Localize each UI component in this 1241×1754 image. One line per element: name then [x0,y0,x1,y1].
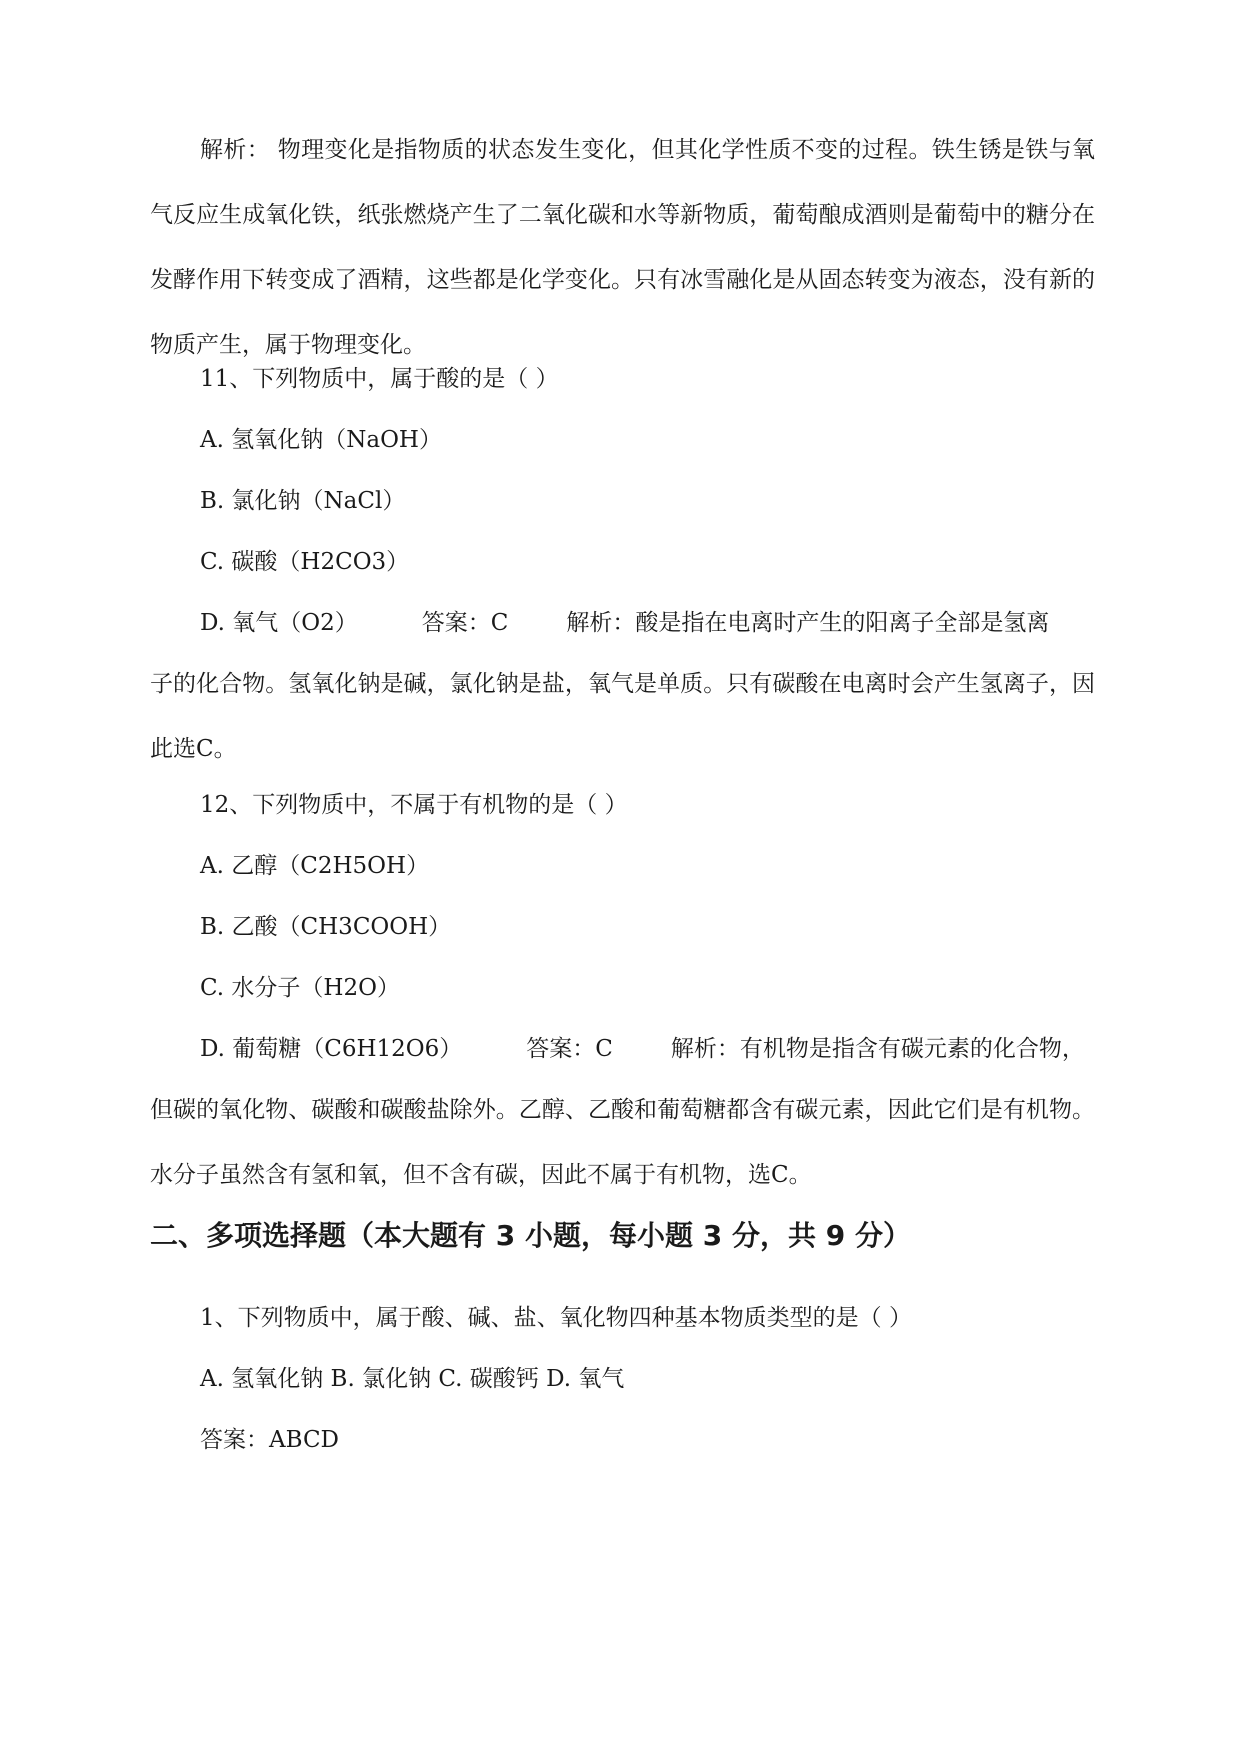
question-12-option-b: B. 乙酸（CH3COOH） [200,914,452,940]
question-11-option-d: D. 氧气（O2） [200,610,358,636]
section-2-question-1-options: A. 氢氧化钠 B. 氯化钠 C. 碳酸钙 D. 氧气 [200,1366,625,1392]
question-11-option-a: A. 氢氧化钠（NaOH） [200,427,442,453]
section-2-question-1-answer: 答案：ABCD [200,1427,339,1453]
question-12-stem: 12、下列物质中，不属于有机物的是（ ） [200,792,628,818]
question-12-analysis-rest: 但碳的氧化物、碳酸和碳酸盐除外。乙醇、乙酸和葡萄糖都含有碳元素，因此它们是有机物。水分子虽然含有氢和氧，但不含有碳，因此不属于有机物，选C。 [150,1097,1095,1188]
question-12-option-d-line [200,1017,1095,1082]
analysis-q10: 解析： 物理变化是指物质的状态发生变化，但其化学性质不变的过程。铁生锈是铁与氧气反应生成氧化铁，纸张燃烧产生了二氧化碳和水等新物质，葡萄酿成酒则是葡萄中的糖分在发酵作用下转变成了酒精，这些都是化学变化。只有冰雪融化是从固态转变为液态，没有新的物质产生，属于物理变化。 [150,137,1095,358]
question-12-answer: 答案：C [526,1036,613,1062]
section-2-question-1-stem: 1、下列物质中，属于酸、碱、盐、氧化物四种基本物质类型的是（ ） [200,1305,912,1331]
question-12-option-a: A. 乙醇（C2H5OH） [200,853,430,879]
question-11-option-d-line [200,591,1095,656]
question-11-analysis-rest: 子的化合物。氢氧化钠是碱，氯化钠是盐，氧气是单质。只有碳酸在电离时会产生氢离子，因此选C。 [150,671,1095,762]
question-11-answer: 答案：C [421,610,509,636]
question-12-option-c: C. 水分子（H2O） [200,975,400,1001]
question-12-option-d: D. 葡萄糖（C6H12O6） [200,1036,463,1062]
question-11-stem: 11、下列物质中，属于酸的是（ ） [200,366,559,392]
question-11-option-c: C. 碳酸（H2CO3） [200,549,410,575]
question-12-analysis-lead: 解析：有机物是指含有碳元素的化合物， [670,1036,1085,1062]
question-11-analysis-lead: 解析：酸是指在电离时产生的阳离子全部是氢离 [566,610,1050,636]
question-11-option-b: B. 氯化钠（NaCl） [200,488,406,514]
section-2-heading: 二、多项选择题（本大题有 3 小题，每小题 3 分，共 9 分） [150,1219,911,1252]
